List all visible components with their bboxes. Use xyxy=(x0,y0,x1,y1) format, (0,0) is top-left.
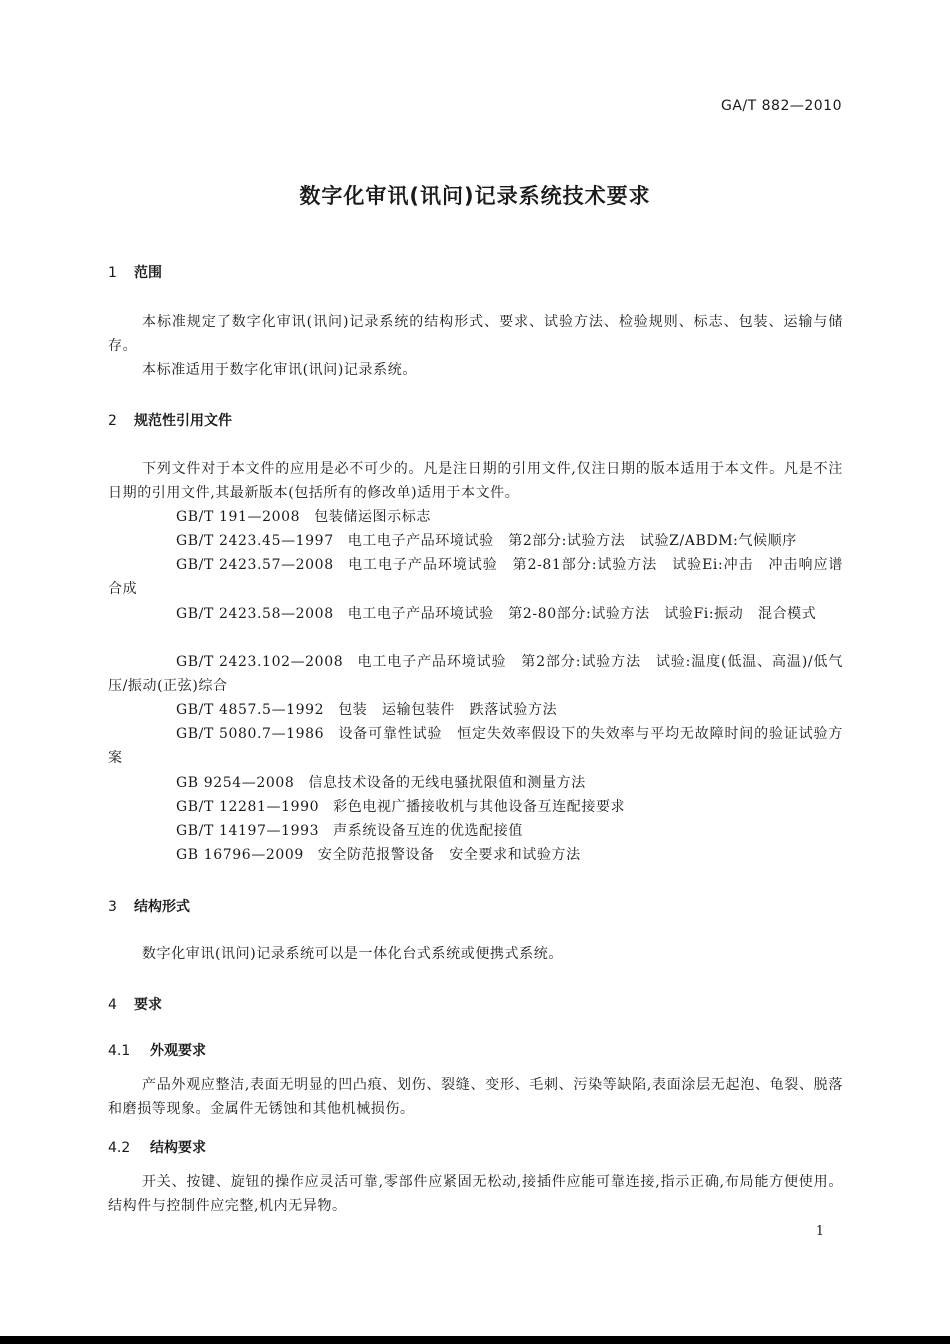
reference-code: GB 16796—2009 xyxy=(176,847,304,863)
paragraph: 数字化审讯(讯问)记录系统可以是一体化台式系统或便携式系统。 xyxy=(142,946,563,962)
section-heading-requirements xyxy=(108,994,162,1014)
reference-code: GB/T 2423.45—1997 xyxy=(176,533,334,549)
document-title: 数字化审讯(讯问)记录系统技术要求 xyxy=(299,184,651,208)
subsection-title: 外观要求 xyxy=(150,1043,206,1059)
reference-title: 彩色电视广播接收机与其他设备互连配接要求 xyxy=(333,799,626,815)
paragraph: 下列文件对于本文件的应用是必不可少的。凡是注日期的引用文件,仅注日期的版本适用于本文件。凡是不注日期的引用文件,其最新版本(包括所有的修改单)适用于本文件。 xyxy=(108,461,843,502)
reference-code: GB/T 2423.102—2008 xyxy=(176,654,344,670)
section-title: 要求 xyxy=(134,997,162,1013)
reference-title: 电工电子产品环境试验 第2部分:试验方法 试验Z/ABDM:气候顺序 xyxy=(347,533,797,549)
subsection-heading-appearance xyxy=(108,1040,206,1060)
reference-title: 设备可靠性试验 恒定失效率假设下的失效率与平均无故障时间的验证试验方案 xyxy=(108,726,843,767)
reference-code: GB/T 5080.7—1986 xyxy=(176,726,325,742)
reference-code: GB 9254—2008 xyxy=(176,775,295,791)
reference-title: 信息技术设备的无线电骚扰限值和测量方法 xyxy=(308,775,586,791)
paragraph: 本标准规定了数字化审讯(讯问)记录系统的结构形式、要求、试验方法、检验规则、标志、包装、运输与储存。 xyxy=(108,314,843,355)
standard-code: GA/T 882—2010 xyxy=(721,98,842,114)
reference-title: 声系统设备互连的优选配接值 xyxy=(333,823,523,839)
reference-title: 包装储运图示标志 xyxy=(314,509,431,525)
reference-code: GB/T 14197—1993 xyxy=(176,823,320,839)
paragraph: 本标准适用于数字化审讯(讯问)记录系统。 xyxy=(142,362,417,378)
reference-code: GB/T 12281—1990 xyxy=(176,799,320,815)
reference-item xyxy=(108,819,843,843)
reference-item xyxy=(108,505,843,529)
reference-code: GB/T 2423.57—2008 xyxy=(176,557,334,573)
subsection-title: 结构要求 xyxy=(150,1140,206,1156)
subsection-number: 4.2 xyxy=(108,1140,131,1156)
reference-title: 电工电子产品环境试验 第2-80部分:试验方法 试验Fi:振动 混合模式 xyxy=(347,606,817,622)
section-number: 2 xyxy=(108,413,117,429)
paragraph: 产品外观应整洁,表面无明显的凹凸痕、划伤、裂缝、变形、毛刺、污染等缺陷,表面涂层无起泡、龟裂、脱落和磨损等现象。金属件无锈蚀和其他机械损伤。 xyxy=(108,1077,843,1118)
reference-item xyxy=(108,553,843,601)
subsection-heading-structure-requirements xyxy=(108,1137,206,1157)
section-heading-scope xyxy=(108,262,162,282)
section-number: 1 xyxy=(108,265,117,281)
reference-item xyxy=(108,602,843,626)
subsection-number: 4.1 xyxy=(108,1043,131,1059)
page-number: 1 xyxy=(815,1224,824,1239)
reference-item xyxy=(108,698,843,722)
reference-title: 电工电子产品环境试验 第2-81部分:试验方法 试验Ei:冲击 冲击响应谱合成 xyxy=(108,557,843,598)
section-heading-normative-references xyxy=(108,410,232,430)
section-number: 3 xyxy=(108,899,117,915)
reference-title: 包装 运输包装件 跌落试验方法 xyxy=(338,702,558,718)
section-heading-structure xyxy=(108,896,190,916)
reference-code: GB/T 4857.5—1992 xyxy=(176,702,325,718)
page-bottom-border xyxy=(0,1336,950,1344)
section-number: 4 xyxy=(108,997,117,1013)
reference-item xyxy=(108,722,843,770)
section-title: 结构形式 xyxy=(134,899,190,915)
paragraph: 开关、按键、旋钮的操作应灵活可靠,零部件应紧固无松动,接插件应能可靠连接,指示正确,布局能方便使用。结构件与控制件应完整,机内无异物。 xyxy=(108,1174,843,1215)
reference-title: 电工电子产品环境试验 第2部分:试验方法 试验:温度(低温、高温)/低气压/振动(正弦)综合 xyxy=(108,654,843,695)
reference-item xyxy=(108,529,843,553)
reference-code: GB/T 191—2008 xyxy=(176,509,301,525)
reference-item xyxy=(108,843,843,867)
reference-code: GB/T 2423.58—2008 xyxy=(176,606,334,622)
reference-title: 安全防范报警设备 安全要求和试验方法 xyxy=(317,847,581,863)
reference-item xyxy=(108,795,843,819)
section-title: 范围 xyxy=(134,265,162,281)
reference-item xyxy=(108,771,843,795)
section-title: 规范性引用文件 xyxy=(134,413,232,429)
reference-item xyxy=(108,650,843,698)
